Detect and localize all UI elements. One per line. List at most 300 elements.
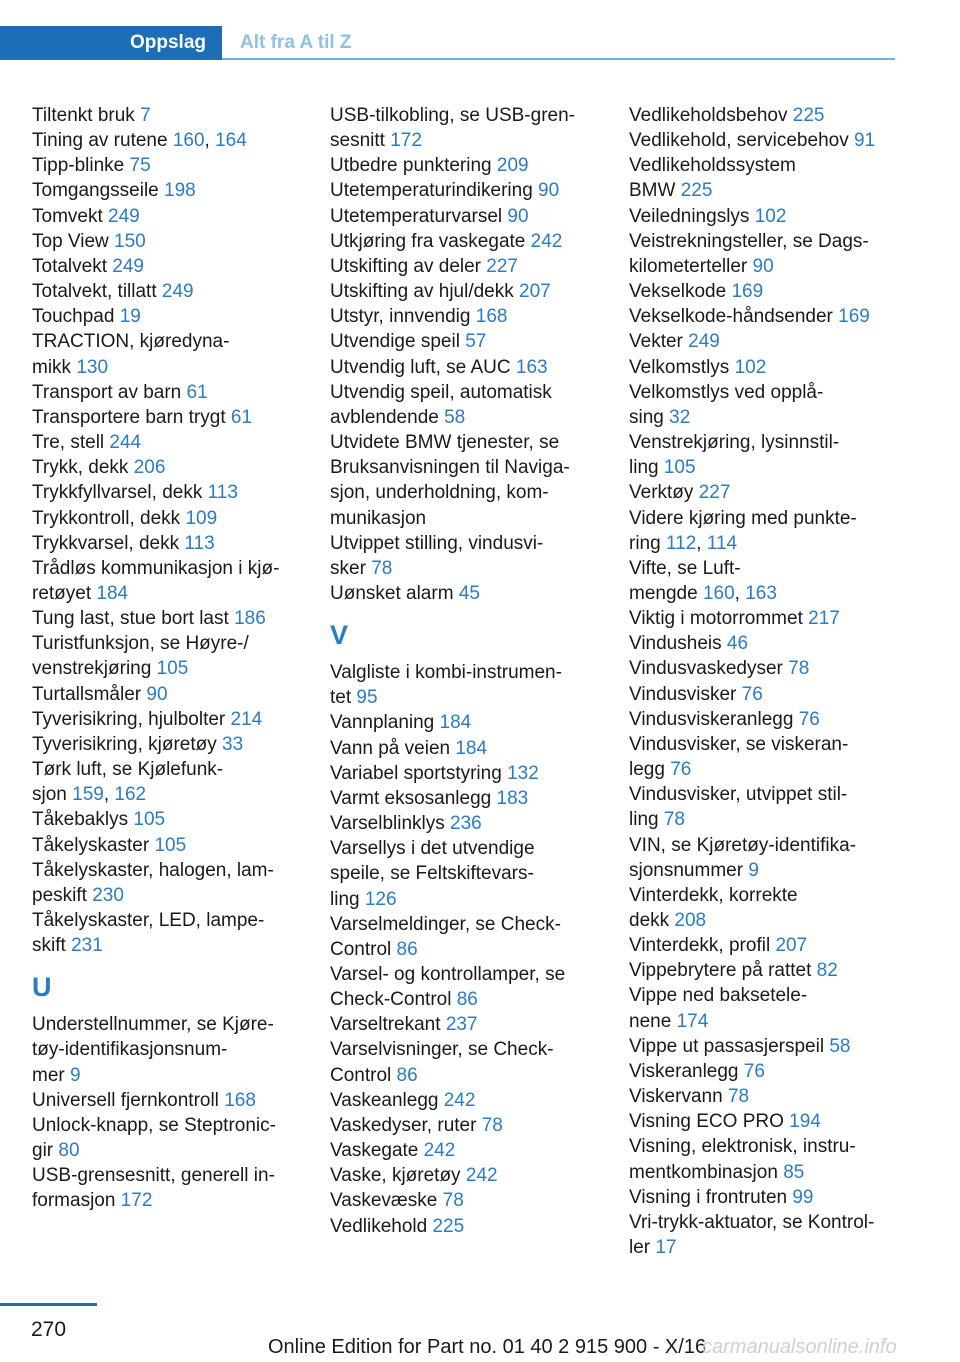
entry-text: Varsel- og kontrollamper, se [330,964,566,985]
index-entry-continuation: ring 112, 114 [629,532,738,554]
index-entry-continuation [629,455,919,480]
entry-text: Variabel sportstyring [330,762,502,784]
index-entry [330,1113,620,1138]
page-link[interactable]: 242 [465,1165,498,1187]
page-link[interactable]: 57 [465,331,487,353]
index-entry [629,682,919,707]
page-link[interactable]: 206 [133,457,166,479]
index-entry [629,1185,919,1210]
entry-text: sing [629,406,664,428]
index-entry [629,506,919,531]
entry-text: ling [629,457,659,479]
index-entry [330,103,620,128]
entry-text: BMW [629,180,676,202]
page-link[interactable]: 76 [798,708,820,730]
index-entry [330,1163,620,1188]
index-entry [330,153,620,178]
entry-text: venstrekjøring [32,658,152,680]
page-link[interactable]: 90 [507,205,529,227]
page-link[interactable]: 9 [70,1064,81,1086]
page-link[interactable]: 186 [234,608,266,630]
index-entry [330,912,620,937]
index-entry [629,1034,919,1059]
index-entry [330,811,620,836]
entry-text: Tåkebaklys [32,809,129,831]
page-link[interactable]: 78 [727,1086,750,1108]
index-entry [32,807,322,832]
index-entry [330,581,620,606]
page-link[interactable]: 237 [445,1014,478,1036]
entry-text: Vedlikehold, servicebehov [629,130,849,152]
page-link[interactable]: 75 [129,155,151,177]
entry-text: mikk [32,356,72,378]
index-entry [32,229,322,254]
index-entry-continuation [629,1160,919,1185]
entry-text: Control [330,1064,392,1086]
entry-text: Utskifting av deler [330,255,482,277]
entry-text: Utvendig speil, automatisk [330,381,552,403]
index-entry [629,304,919,329]
page-link[interactable]: 198 [164,180,196,202]
entry-text: Tomgangsseile [32,180,159,202]
page-link[interactable]: 184 [96,582,129,604]
page-link[interactable]: 242 [530,230,563,252]
index-entry [32,254,322,279]
index-entry [629,958,919,983]
index-entry [629,606,919,631]
entry-text: Trykkvarsel, dekk [32,532,180,554]
page-link[interactable]: 102 [734,356,767,378]
page-link[interactable]: 9 [748,859,759,881]
entry-text: Venstrekjøring, lysinnstil- [629,432,840,454]
entry-text: nene [629,1010,672,1032]
entry-text: Visning ECO PRO [629,1111,784,1133]
tab-oppslag[interactable]: Oppslag [0,26,222,60]
page-link[interactable]: 78 [663,809,685,831]
index-column-1 [32,103,322,1214]
entry-text: Tomvekt [32,205,103,227]
index-entry [330,1012,620,1037]
index-entry-continuation [32,1063,322,1088]
entry-text: Tørk luft, se Kjølefunk- [32,759,224,781]
index-entry [629,153,919,178]
page-link[interactable]: 113 [207,482,238,504]
entry-text: Varsellys i det utvendige [330,838,535,860]
entry-text: Varselvisninger, se Check- [330,1039,554,1061]
entry-text: Uønsket alarm [330,582,454,604]
page-link[interactable]: 105 [156,658,189,680]
index-entry [32,531,322,556]
page-link[interactable]: 132 [507,762,539,784]
index-entry [32,833,322,858]
index-entry [629,480,919,505]
index-entry [330,178,620,203]
index-entry [32,908,322,933]
index-entry [330,279,620,304]
index-entry [32,279,322,304]
entry-text: Vannplaning [330,712,435,734]
page-link[interactable]: 86 [396,938,418,960]
entry-text: Tung last, stue bort last [32,608,229,630]
entry-text: USB-tilkobling, se USB-gren- [330,105,575,126]
page-link[interactable]: 207 [775,935,808,957]
index-entry [32,506,322,531]
entry-text: Visning i frontruten [629,1186,788,1208]
index-entry [629,430,919,455]
index-entry-continuation [32,581,322,606]
page-link[interactable]: 33 [222,733,244,755]
index-entry [330,761,620,786]
page-link[interactable]: 85 [783,1161,805,1183]
entry-text: Vekter [629,331,683,353]
page-link[interactable]: 78 [788,658,810,680]
page-link[interactable]: 86 [456,989,478,1011]
entry-text: Utbedre punktering [330,155,492,177]
index-entry-continuation [330,937,620,962]
page-link[interactable]: 80 [58,1140,80,1162]
entry-text: mer [32,1064,65,1086]
page-link[interactable]: 168 [475,306,508,328]
page-link[interactable]: 168 [224,1089,256,1111]
page-link[interactable]: 160 [172,130,205,152]
entry-text: ring [629,532,661,554]
entry-text: Vann på veien [330,737,451,759]
entry-text: Tre, stell [32,432,105,454]
page-link[interactable]: 214 [230,708,263,730]
entry-text: dekk [629,910,670,931]
index-entry-continuation [32,656,322,681]
index-entry [32,682,322,707]
header-tabs [0,26,895,60]
entry-text: Vedlikeholdsbehov [629,105,788,126]
entry-text: Vindusvisker [629,683,737,705]
index-entry [32,757,322,782]
index-entry-continuation [32,1037,322,1062]
index-entry-continuation: mengde 160, 163 [629,582,777,604]
entry-text: Vindusvisker, se viskeran- [629,733,849,755]
index-entry [32,556,322,581]
entry-text: Utetemperaturindikering [330,180,533,202]
index-entry [629,1210,919,1235]
entry-text: Vippe ned baksetele- [629,985,808,1007]
page-link[interactable]: 194 [789,1111,821,1133]
index-entry [32,153,322,178]
index-entry-continuation [330,987,620,1012]
page-link[interactable]: 209 [496,155,529,177]
index-entry [330,836,620,861]
page-link[interactable]: 163 [745,582,777,604]
index-entry: Tining av rutene 160, 164 [32,130,247,152]
index-entry [32,707,322,732]
page-link[interactable]: 242 [423,1140,456,1162]
index-entry-continuation [629,405,919,430]
index-entry [629,883,919,908]
edition-note: Online Edition for Part no. 01 40 2 915 900 - X/16 [268,1336,707,1358]
index-entry [330,786,620,811]
entry-text: Vinterdekk, profil [629,935,771,957]
entry-text: TRACTION, kjøredyna- [32,331,230,353]
page-link[interactable]: 160 [702,582,735,604]
index-entry-continuation [330,861,620,886]
page-link[interactable]: 163 [515,356,548,378]
entry-text: Vri-trykk-aktuator, se Kontrol- [629,1211,875,1233]
index-entry [330,962,620,987]
page-link[interactable]: 86 [396,1064,418,1086]
entry-text: Utkjøring fra vaskegate [330,230,526,252]
page-link[interactable]: 99 [792,1186,814,1208]
watermark: carmanualsonline.info [702,1336,897,1358]
index-entry [32,204,322,229]
page-link[interactable]: 78 [481,1114,503,1136]
page-link[interactable]: 102 [754,205,787,227]
index-entry [330,1188,620,1213]
page-link[interactable]: 91 [853,130,876,152]
index-entry-continuation [330,1063,620,1088]
page-link[interactable]: 61 [186,381,208,403]
page-link[interactable]: 95 [356,687,378,709]
index-entry [629,732,919,757]
entry-text: Vifte, se Luft- [629,557,741,579]
entry-text: sesnitt [330,130,385,152]
page-link[interactable]: 249 [112,255,144,277]
index-entry [629,833,919,858]
page-link[interactable]: 249 [688,331,720,353]
index-entry [32,455,322,480]
index-entry [330,710,620,735]
index-entry [32,631,322,656]
index-entry [629,656,919,681]
entry-text: Visning, elektronisk, instru- [629,1136,856,1158]
page-link[interactable]: 225 [792,105,825,126]
entry-text: Videre kjøring med punkte- [629,507,857,529]
page-link[interactable]: 174 [676,1010,709,1032]
page-link[interactable]: 78 [442,1190,464,1212]
entry-text: Varseltrekant [330,1014,441,1036]
entry-text: Varmt eksosanlegg [330,787,492,809]
entry-text: mengde [629,582,698,604]
page-link[interactable]: 227 [698,482,731,504]
index-entry [629,933,919,958]
index-entry [629,329,919,354]
page-link[interactable]: 76 [741,683,763,705]
entry-text: Velkomstlys [629,356,730,378]
index-entry [330,355,620,380]
page-link[interactable]: 172 [390,130,422,152]
index-entry-continuation [330,887,620,912]
index-entry [32,304,322,329]
page-link[interactable]: 46 [726,633,749,655]
index-entry-continuation [629,1235,919,1260]
entry-text: Vaskevæske [330,1190,438,1212]
entry-text: mentkombinasjon [629,1161,778,1183]
entry-text: Understellnummer, se Kjøre- [32,1014,274,1036]
page-link[interactable]: 184 [455,737,488,759]
entry-text: Trådløs kommunikasjon i kjø- [32,557,280,579]
entry-text: Vekselkode-håndsender [629,306,833,328]
index-entry-continuation [629,807,919,832]
entry-text: Transport av barn [32,381,182,403]
page-link[interactable]: 90 [146,683,168,705]
entry-text: sker [330,557,366,579]
entry-text: Tåkelyskaster, LED, lampe- [32,910,265,931]
index-column-3 [629,103,919,1260]
entry-text: USB-grensesnitt, generell in- [32,1165,275,1187]
page-link[interactable]: 169 [838,306,870,328]
page-link[interactable]: 249 [108,205,140,227]
index-entry [32,606,322,631]
page-link[interactable]: 207 [519,281,551,303]
entry-text: Vindusvisker, utvippet stil- [629,784,848,806]
entry-text: Vaskedyser, ruter [330,1114,477,1136]
page-link[interactable]: 126 [364,888,397,910]
entry-text: Check-Control [330,989,452,1011]
page-link[interactable]: 61 [230,406,253,428]
page-link[interactable]: 225 [432,1215,465,1237]
page-link[interactable]: 32 [669,406,691,428]
page-link[interactable]: 109 [185,507,218,529]
index-entry [629,1084,919,1109]
entry-text: Transportere barn trygt [32,406,226,428]
entry-text: ling [629,809,659,831]
entry-text: Turistfunksjon, se Høyre-/ [32,633,249,655]
page-link[interactable]: 90 [538,180,560,202]
entry-text: Tåkelyskaster [32,834,150,856]
index-entry-continuation [330,405,620,430]
entry-text: Vippebrytere på rattet [629,960,812,982]
page-link[interactable]: 58 [444,406,466,428]
entry-text: Vedlikehold [330,1215,428,1237]
page-link[interactable]: 114 [706,532,738,554]
page-link[interactable]: 249 [161,281,194,303]
index-entry [330,430,620,455]
page-link[interactable]: 227 [486,255,518,277]
entry-text: Tyverisikring, hjulbolter [32,708,226,730]
index-entry-continuation [629,254,919,279]
entry-text: Vaskegate [330,1140,419,1162]
entry-text: Utskifting av hjul/dekk [330,281,514,303]
page-link[interactable]: 17 [655,1237,677,1259]
page-link[interactable]: 45 [458,582,480,604]
index-entry-continuation [629,1009,919,1034]
index-entry [330,736,620,761]
tab-alt-fra-a-til-z[interactable]: Alt fra A til Z [240,32,352,53]
entry-text: Trykkontroll, dekk [32,507,181,529]
index-entry [629,1059,919,1084]
page-link[interactable]: 105 [133,809,166,831]
index-letter-heading: U [32,972,52,1003]
entry-text: Varselmeldinger, se Check- [330,913,561,935]
page-link[interactable]: 230 [92,884,124,906]
entry-text: Bruksanvisningen til Naviga- [330,457,570,479]
page-link[interactable]: 236 [450,813,482,835]
page-link[interactable]: 113 [184,532,215,554]
entry-text: Utetemperaturvarsel [330,205,503,227]
page-link[interactable]: 208 [674,910,707,931]
index-entry-continuation [32,933,322,958]
index-column-2 [330,103,620,1239]
page-link[interactable]: 162 [114,784,147,806]
entry-text: Valgliste i kombi-instrumen- [330,662,562,684]
entry-text: Viskervann [629,1086,723,1108]
entry-text: Velkomstlys ved opplå- [629,381,824,403]
entry-text: Vindusviskeranlegg [629,708,794,730]
entry-text: Utstyr, innvendig [330,306,471,328]
page-link[interactable]: 172 [120,1190,153,1212]
entry-text: legg [629,759,665,781]
page-link[interactable]: 183 [496,787,529,809]
entry-text: avblendende [330,406,439,428]
index-entry-continuation [32,355,322,380]
entry-text: VIN, se Kjøretøy-identifika- [629,834,856,856]
index-entry-continuation [629,858,919,883]
page-link[interactable]: 58 [829,1035,851,1057]
page-link[interactable]: 159 [72,784,104,806]
page-link[interactable]: 105 [154,834,187,856]
entry-text: Tipp-blinke [32,155,125,177]
index-entry [330,1214,620,1239]
page-link[interactable]: 150 [114,230,146,252]
page-link[interactable]: 231 [71,935,103,957]
page-link[interactable]: 105 [663,457,696,479]
index-entry [629,631,919,656]
index-entry [32,1163,322,1188]
index-entry [32,858,322,883]
page-link[interactable]: 7 [140,105,151,126]
page-link[interactable]: 217 [808,608,840,630]
index-entry [629,128,919,153]
index-entry [32,480,322,505]
page-link[interactable]: 169 [731,281,764,303]
page-link[interactable]: 112 [665,532,697,554]
page-link[interactable]: 164 [215,130,247,152]
index-entry-continuation [629,178,919,203]
page-link[interactable]: 78 [371,557,393,579]
page-link[interactable]: 225 [680,180,713,202]
page-link[interactable]: 242 [443,1089,476,1111]
entry-text: tet [330,687,352,709]
entry-text: Control [330,938,392,960]
entry-text: formasjon [32,1190,116,1212]
index-entry-continuation: sjon 159, 162 [32,784,147,806]
index-entry [629,1134,919,1159]
entry-text: munikasjon [330,507,427,529]
page-link[interactable]: 90 [752,255,774,277]
entry-text: peskift [32,884,87,906]
entry-text: Turtallsmåler [32,683,142,705]
page-link[interactable]: 19 [119,306,141,328]
page-link[interactable]: 184 [439,712,472,734]
entry-text: Vekselkode [629,281,727,303]
page-number: 270 [30,1318,67,1341]
entry-text: Veiledningslys [629,205,750,227]
index-entry [32,380,322,405]
entry-text: Utvippet stilling, vindusvi- [330,532,544,554]
page-link[interactable]: 244 [109,432,142,454]
index-entry [330,531,620,556]
index-entry-continuation [32,883,322,908]
index-entry [330,254,620,279]
entry-text: sjon [32,784,67,806]
entry-text: Totalvekt, tillatt [32,281,157,303]
page-link[interactable]: 82 [816,960,838,982]
page-link[interactable]: 76 [743,1060,765,1082]
page-link[interactable]: 76 [670,759,692,781]
entry-text: retøyet [32,582,92,604]
page-link[interactable]: 130 [76,356,109,378]
index-entry [32,1113,322,1138]
entry-text: Tåkelyskaster, halogen, lam- [32,859,274,881]
entry-text: Vedlikeholdssystem [629,155,796,177]
